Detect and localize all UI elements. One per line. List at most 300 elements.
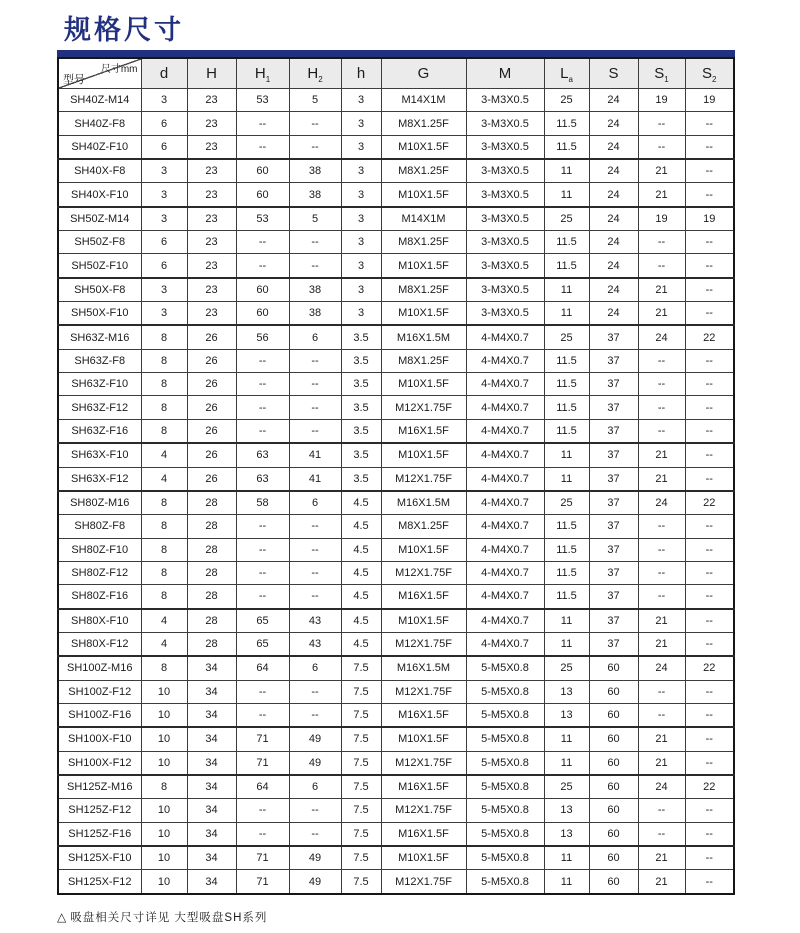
value-cell: 34 bbox=[187, 727, 236, 751]
value-cell: -- bbox=[236, 373, 289, 396]
value-cell: 6 bbox=[289, 325, 341, 349]
page-title: 规格尺寸 bbox=[64, 15, 184, 45]
value-cell: 6 bbox=[141, 135, 187, 159]
value-cell: 63 bbox=[236, 467, 289, 491]
value-cell: 25 bbox=[544, 656, 589, 680]
value-cell: 11.5 bbox=[544, 112, 589, 135]
value-cell: 25 bbox=[544, 491, 589, 515]
value-cell: 8 bbox=[141, 396, 187, 419]
value-cell: 5-M5X0.8 bbox=[466, 727, 544, 751]
value-cell: 11 bbox=[544, 443, 589, 467]
value-cell: 49 bbox=[289, 870, 341, 894]
value-cell: 34 bbox=[187, 703, 236, 727]
value-cell: 6 bbox=[289, 656, 341, 680]
value-cell: -- bbox=[289, 561, 341, 584]
value-cell: -- bbox=[289, 538, 341, 561]
value-cell: 10 bbox=[141, 751, 187, 775]
value-cell: 37 bbox=[589, 561, 638, 584]
value-cell: -- bbox=[685, 467, 734, 491]
value-cell: 11.5 bbox=[544, 419, 589, 443]
value-cell: 11 bbox=[544, 632, 589, 656]
value-cell: M10X1.5F bbox=[381, 135, 466, 159]
value-cell: -- bbox=[289, 419, 341, 443]
value-cell: 71 bbox=[236, 846, 289, 870]
value-cell: 3 bbox=[341, 183, 381, 207]
value-cell: -- bbox=[685, 846, 734, 870]
value-cell: 11.5 bbox=[544, 561, 589, 584]
value-cell: 22 bbox=[685, 656, 734, 680]
value-cell: 6 bbox=[141, 231, 187, 254]
value-cell: -- bbox=[685, 538, 734, 561]
value-cell: 60 bbox=[589, 751, 638, 775]
value-cell: M10X1.5F bbox=[381, 443, 466, 467]
value-cell: -- bbox=[638, 703, 685, 727]
value-cell: 4 bbox=[141, 443, 187, 467]
table-row bbox=[58, 515, 734, 538]
table-row bbox=[58, 373, 734, 396]
table-row bbox=[58, 231, 734, 254]
model-cell: SH40Z-F10 bbox=[58, 135, 141, 159]
value-cell: 60 bbox=[589, 703, 638, 727]
value-cell: -- bbox=[638, 585, 685, 609]
value-cell: 26 bbox=[187, 325, 236, 349]
value-cell: 4-M4X0.7 bbox=[466, 609, 544, 633]
value-cell: 7.5 bbox=[341, 822, 381, 846]
value-cell: 3 bbox=[141, 159, 187, 183]
model-cell: SH100Z-F16 bbox=[58, 703, 141, 727]
value-cell: 5-M5X0.8 bbox=[466, 870, 544, 894]
table-row bbox=[58, 325, 734, 349]
table-row bbox=[58, 419, 734, 443]
value-cell: 8 bbox=[141, 373, 187, 396]
value-cell: 60 bbox=[236, 159, 289, 183]
value-cell: M10X1.5F bbox=[381, 183, 466, 207]
value-cell: 60 bbox=[589, 727, 638, 751]
value-cell: 3 bbox=[341, 207, 381, 231]
value-cell: 3-M3X0.5 bbox=[466, 183, 544, 207]
value-cell: 3-M3X0.5 bbox=[466, 231, 544, 254]
value-cell: M12X1.75F bbox=[381, 396, 466, 419]
value-cell: 24 bbox=[589, 231, 638, 254]
value-cell: -- bbox=[638, 822, 685, 846]
value-cell: 38 bbox=[289, 159, 341, 183]
value-cell: 4.5 bbox=[341, 632, 381, 656]
value-cell: -- bbox=[685, 609, 734, 633]
value-cell: 3-M3X0.5 bbox=[466, 254, 544, 278]
value-cell: 34 bbox=[187, 680, 236, 703]
table-row bbox=[58, 302, 734, 326]
value-cell: -- bbox=[289, 515, 341, 538]
value-cell: 58 bbox=[236, 491, 289, 515]
value-cell: -- bbox=[236, 254, 289, 278]
value-cell: 3-M3X0.5 bbox=[466, 89, 544, 112]
value-cell: 7.5 bbox=[341, 751, 381, 775]
value-cell: 28 bbox=[187, 515, 236, 538]
footnote-text: 吸盘相关尺寸详见 大型吸盘SH系列 bbox=[70, 912, 268, 924]
value-cell: 37 bbox=[589, 491, 638, 515]
col-header-g: G bbox=[381, 58, 466, 89]
value-cell: 60 bbox=[589, 846, 638, 870]
value-cell: 60 bbox=[589, 656, 638, 680]
table-row bbox=[58, 799, 734, 822]
value-cell: 11.5 bbox=[544, 585, 589, 609]
table-row bbox=[58, 561, 734, 584]
value-cell: 34 bbox=[187, 751, 236, 775]
col-header-h: H bbox=[187, 58, 236, 89]
value-cell: -- bbox=[236, 231, 289, 254]
value-cell: 23 bbox=[187, 183, 236, 207]
value-cell: 4-M4X0.7 bbox=[466, 349, 544, 372]
value-cell: -- bbox=[685, 373, 734, 396]
value-cell: M10X1.5F bbox=[381, 302, 466, 326]
value-cell: -- bbox=[685, 822, 734, 846]
value-cell: 3.5 bbox=[341, 443, 381, 467]
table-row bbox=[58, 538, 734, 561]
value-cell: 10 bbox=[141, 846, 187, 870]
value-cell: -- bbox=[289, 373, 341, 396]
value-cell: 71 bbox=[236, 727, 289, 751]
value-cell: -- bbox=[685, 632, 734, 656]
value-cell: 11.5 bbox=[544, 231, 589, 254]
value-cell: 11.5 bbox=[544, 396, 589, 419]
value-cell: 4-M4X0.7 bbox=[466, 538, 544, 561]
value-cell: 23 bbox=[187, 254, 236, 278]
model-cell: SH80Z-F12 bbox=[58, 561, 141, 584]
value-cell: 11 bbox=[544, 727, 589, 751]
value-cell: 7.5 bbox=[341, 775, 381, 799]
value-cell: 37 bbox=[589, 373, 638, 396]
table-row bbox=[58, 632, 734, 656]
value-cell: 10 bbox=[141, 727, 187, 751]
model-cell: SH40Z-M14 bbox=[58, 89, 141, 112]
value-cell: 37 bbox=[589, 585, 638, 609]
model-cell: SH63X-F10 bbox=[58, 443, 141, 467]
value-cell: -- bbox=[685, 680, 734, 703]
value-cell: -- bbox=[289, 112, 341, 135]
spec-table bbox=[57, 57, 735, 895]
value-cell: 7.5 bbox=[341, 703, 381, 727]
value-cell: 23 bbox=[187, 207, 236, 231]
table-row bbox=[58, 396, 734, 419]
value-cell: 7.5 bbox=[341, 656, 381, 680]
value-cell: -- bbox=[236, 112, 289, 135]
model-cell: SH100Z-F12 bbox=[58, 680, 141, 703]
table-row bbox=[58, 703, 734, 727]
value-cell: 34 bbox=[187, 656, 236, 680]
value-cell: 26 bbox=[187, 467, 236, 491]
value-cell: 60 bbox=[236, 278, 289, 302]
value-cell: -- bbox=[685, 254, 734, 278]
model-cell: SH50Z-M14 bbox=[58, 207, 141, 231]
value-cell: 21 bbox=[638, 751, 685, 775]
value-cell: -- bbox=[685, 135, 734, 159]
model-cell: SH50Z-F8 bbox=[58, 231, 141, 254]
value-cell: 3 bbox=[141, 207, 187, 231]
value-cell: 21 bbox=[638, 183, 685, 207]
value-cell: 23 bbox=[187, 112, 236, 135]
value-cell: -- bbox=[289, 799, 341, 822]
value-cell: 3.5 bbox=[341, 349, 381, 372]
value-cell: 11.5 bbox=[544, 254, 589, 278]
value-cell: 3 bbox=[141, 89, 187, 112]
value-cell: 53 bbox=[236, 207, 289, 231]
value-cell: 21 bbox=[638, 278, 685, 302]
value-cell: 26 bbox=[187, 396, 236, 419]
value-cell: 43 bbox=[289, 609, 341, 633]
model-cell: SH63X-F12 bbox=[58, 467, 141, 491]
value-cell: 11 bbox=[544, 467, 589, 491]
col-header-d: d bbox=[141, 58, 187, 89]
model-cell: SH80Z-F10 bbox=[58, 538, 141, 561]
value-cell: 21 bbox=[638, 609, 685, 633]
model-cell: SH100X-F12 bbox=[58, 751, 141, 775]
value-cell: 60 bbox=[236, 183, 289, 207]
corner-model-label: 型号 bbox=[63, 74, 85, 86]
value-cell: 19 bbox=[638, 207, 685, 231]
table-row bbox=[58, 870, 734, 894]
table-row bbox=[58, 112, 734, 135]
col-header-la: $L_a$ bbox=[544, 58, 589, 89]
value-cell: 21 bbox=[638, 727, 685, 751]
value-cell: -- bbox=[236, 515, 289, 538]
value-cell: -- bbox=[638, 396, 685, 419]
value-cell: 23 bbox=[187, 231, 236, 254]
value-cell: -- bbox=[638, 373, 685, 396]
value-cell: 8 bbox=[141, 349, 187, 372]
model-cell: SH63Z-F8 bbox=[58, 349, 141, 372]
value-cell: 24 bbox=[638, 491, 685, 515]
corner-size-label: 尺寸mm bbox=[100, 64, 138, 75]
header-row bbox=[58, 58, 734, 89]
value-cell: -- bbox=[289, 349, 341, 372]
value-cell: 28 bbox=[187, 538, 236, 561]
value-cell: 13 bbox=[544, 680, 589, 703]
value-cell: M10X1.5F bbox=[381, 609, 466, 633]
value-cell: 37 bbox=[589, 419, 638, 443]
value-cell: -- bbox=[685, 515, 734, 538]
value-cell: -- bbox=[685, 349, 734, 372]
value-cell: 24 bbox=[589, 183, 638, 207]
value-cell: 49 bbox=[289, 727, 341, 751]
model-cell: SH125Z-F12 bbox=[58, 799, 141, 822]
value-cell: 5-M5X0.8 bbox=[466, 775, 544, 799]
value-cell: 4-M4X0.7 bbox=[466, 325, 544, 349]
value-cell: 11 bbox=[544, 870, 589, 894]
value-cell: 10 bbox=[141, 822, 187, 846]
value-cell: -- bbox=[289, 680, 341, 703]
value-cell: -- bbox=[638, 561, 685, 584]
footnote bbox=[57, 909, 267, 925]
value-cell: -- bbox=[638, 419, 685, 443]
value-cell: 25 bbox=[544, 207, 589, 231]
value-cell: -- bbox=[638, 538, 685, 561]
value-cell: 65 bbox=[236, 609, 289, 633]
value-cell: -- bbox=[685, 443, 734, 467]
value-cell: 3.5 bbox=[341, 396, 381, 419]
value-cell: M10X1.5F bbox=[381, 538, 466, 561]
value-cell: M12X1.75F bbox=[381, 561, 466, 584]
value-cell: -- bbox=[638, 112, 685, 135]
model-cell: SH63Z-F16 bbox=[58, 419, 141, 443]
value-cell: 11 bbox=[544, 302, 589, 326]
value-cell: 5-M5X0.8 bbox=[466, 846, 544, 870]
value-cell: -- bbox=[638, 680, 685, 703]
value-cell: -- bbox=[638, 231, 685, 254]
value-cell: 60 bbox=[589, 680, 638, 703]
value-cell: 41 bbox=[289, 443, 341, 467]
value-cell: 34 bbox=[187, 775, 236, 799]
table-row bbox=[58, 467, 734, 491]
value-cell: 37 bbox=[589, 396, 638, 419]
model-cell: SH63Z-M16 bbox=[58, 325, 141, 349]
value-cell: 49 bbox=[289, 846, 341, 870]
value-cell: 24 bbox=[638, 775, 685, 799]
value-cell: 28 bbox=[187, 561, 236, 584]
value-cell: 3 bbox=[341, 135, 381, 159]
value-cell: -- bbox=[638, 349, 685, 372]
value-cell: 3.5 bbox=[341, 373, 381, 396]
value-cell: 37 bbox=[589, 349, 638, 372]
table-row bbox=[58, 443, 734, 467]
value-cell: 3 bbox=[141, 183, 187, 207]
value-cell: 56 bbox=[236, 325, 289, 349]
value-cell: 6 bbox=[289, 491, 341, 515]
value-cell: -- bbox=[236, 822, 289, 846]
value-cell: -- bbox=[685, 727, 734, 751]
value-cell: M10X1.5F bbox=[381, 727, 466, 751]
value-cell: 34 bbox=[187, 846, 236, 870]
value-cell: 25 bbox=[544, 775, 589, 799]
value-cell: 19 bbox=[685, 207, 734, 231]
value-cell: 6 bbox=[289, 775, 341, 799]
value-cell: M8X1.25F bbox=[381, 112, 466, 135]
value-cell: -- bbox=[685, 183, 734, 207]
value-cell: 5-M5X0.8 bbox=[466, 656, 544, 680]
value-cell: -- bbox=[685, 751, 734, 775]
value-cell: 22 bbox=[685, 775, 734, 799]
value-cell: 24 bbox=[589, 89, 638, 112]
value-cell: 11.5 bbox=[544, 373, 589, 396]
value-cell: 24 bbox=[589, 135, 638, 159]
value-cell: M12X1.75F bbox=[381, 632, 466, 656]
value-cell: 8 bbox=[141, 775, 187, 799]
value-cell: 11.5 bbox=[544, 135, 589, 159]
value-cell: 5-M5X0.8 bbox=[466, 703, 544, 727]
value-cell: 4 bbox=[141, 632, 187, 656]
value-cell: 11 bbox=[544, 278, 589, 302]
model-cell: SH80Z-F16 bbox=[58, 585, 141, 609]
value-cell: 11 bbox=[544, 159, 589, 183]
value-cell: 24 bbox=[589, 207, 638, 231]
value-cell: 28 bbox=[187, 632, 236, 656]
value-cell: 4-M4X0.7 bbox=[466, 467, 544, 491]
value-cell: 11 bbox=[544, 609, 589, 633]
value-cell: 43 bbox=[289, 632, 341, 656]
value-cell: 3-M3X0.5 bbox=[466, 278, 544, 302]
value-cell: -- bbox=[685, 419, 734, 443]
value-cell: 3-M3X0.5 bbox=[466, 207, 544, 231]
value-cell: 8 bbox=[141, 491, 187, 515]
value-cell: 5-M5X0.8 bbox=[466, 799, 544, 822]
value-cell: 28 bbox=[187, 609, 236, 633]
table-row bbox=[58, 254, 734, 278]
value-cell: 4-M4X0.7 bbox=[466, 491, 544, 515]
value-cell: 63 bbox=[236, 443, 289, 467]
value-cell: 28 bbox=[187, 491, 236, 515]
value-cell: 23 bbox=[187, 302, 236, 326]
value-cell: 71 bbox=[236, 870, 289, 894]
value-cell: 13 bbox=[544, 703, 589, 727]
value-cell: -- bbox=[685, 585, 734, 609]
value-cell: M16X1.5F bbox=[381, 822, 466, 846]
value-cell: 3.5 bbox=[341, 467, 381, 491]
col-header-m: M bbox=[466, 58, 544, 89]
table-top-accent-bar bbox=[57, 50, 735, 57]
value-cell: 21 bbox=[638, 846, 685, 870]
table-row bbox=[58, 775, 734, 799]
model-cell: SH125X-F10 bbox=[58, 846, 141, 870]
value-cell: M10X1.5F bbox=[381, 254, 466, 278]
col-header-h2: $H_2$ bbox=[289, 58, 341, 89]
value-cell: 3.5 bbox=[341, 419, 381, 443]
value-cell: -- bbox=[685, 112, 734, 135]
value-cell: 60 bbox=[236, 302, 289, 326]
value-cell: -- bbox=[289, 254, 341, 278]
value-cell: 3.5 bbox=[341, 325, 381, 349]
value-cell: 11 bbox=[544, 846, 589, 870]
model-cell: SH50Z-F10 bbox=[58, 254, 141, 278]
value-cell: M8X1.25F bbox=[381, 515, 466, 538]
value-cell: M12X1.75F bbox=[381, 799, 466, 822]
value-cell: M12X1.75F bbox=[381, 870, 466, 894]
value-cell: M16X1.5M bbox=[381, 325, 466, 349]
value-cell: -- bbox=[236, 349, 289, 372]
value-cell: M8X1.25F bbox=[381, 349, 466, 372]
value-cell: 4-M4X0.7 bbox=[466, 515, 544, 538]
value-cell: 24 bbox=[589, 112, 638, 135]
value-cell: -- bbox=[289, 585, 341, 609]
value-cell: 4-M4X0.7 bbox=[466, 373, 544, 396]
value-cell: -- bbox=[685, 302, 734, 326]
value-cell: M14X1M bbox=[381, 89, 466, 112]
value-cell: 7.5 bbox=[341, 870, 381, 894]
value-cell: M10X1.5F bbox=[381, 846, 466, 870]
value-cell: 3 bbox=[341, 254, 381, 278]
col-header-s1: $S_1$ bbox=[638, 58, 685, 89]
value-cell: 5-M5X0.8 bbox=[466, 680, 544, 703]
value-cell: 37 bbox=[589, 609, 638, 633]
value-cell: 3 bbox=[341, 302, 381, 326]
value-cell: 19 bbox=[685, 89, 734, 112]
value-cell: 64 bbox=[236, 775, 289, 799]
value-cell: 60 bbox=[589, 775, 638, 799]
value-cell: 21 bbox=[638, 632, 685, 656]
value-cell: -- bbox=[236, 135, 289, 159]
model-cell: SH40Z-F8 bbox=[58, 112, 141, 135]
value-cell: M8X1.25F bbox=[381, 231, 466, 254]
value-cell: 21 bbox=[638, 302, 685, 326]
model-cell: SH40X-F8 bbox=[58, 159, 141, 183]
table-row bbox=[58, 822, 734, 846]
value-cell: 7.5 bbox=[341, 799, 381, 822]
value-cell: 24 bbox=[589, 302, 638, 326]
value-cell: 24 bbox=[638, 325, 685, 349]
value-cell: 53 bbox=[236, 89, 289, 112]
value-cell: 4-M4X0.7 bbox=[466, 585, 544, 609]
value-cell: 10 bbox=[141, 799, 187, 822]
value-cell: -- bbox=[289, 703, 341, 727]
value-cell: 4.5 bbox=[341, 561, 381, 584]
